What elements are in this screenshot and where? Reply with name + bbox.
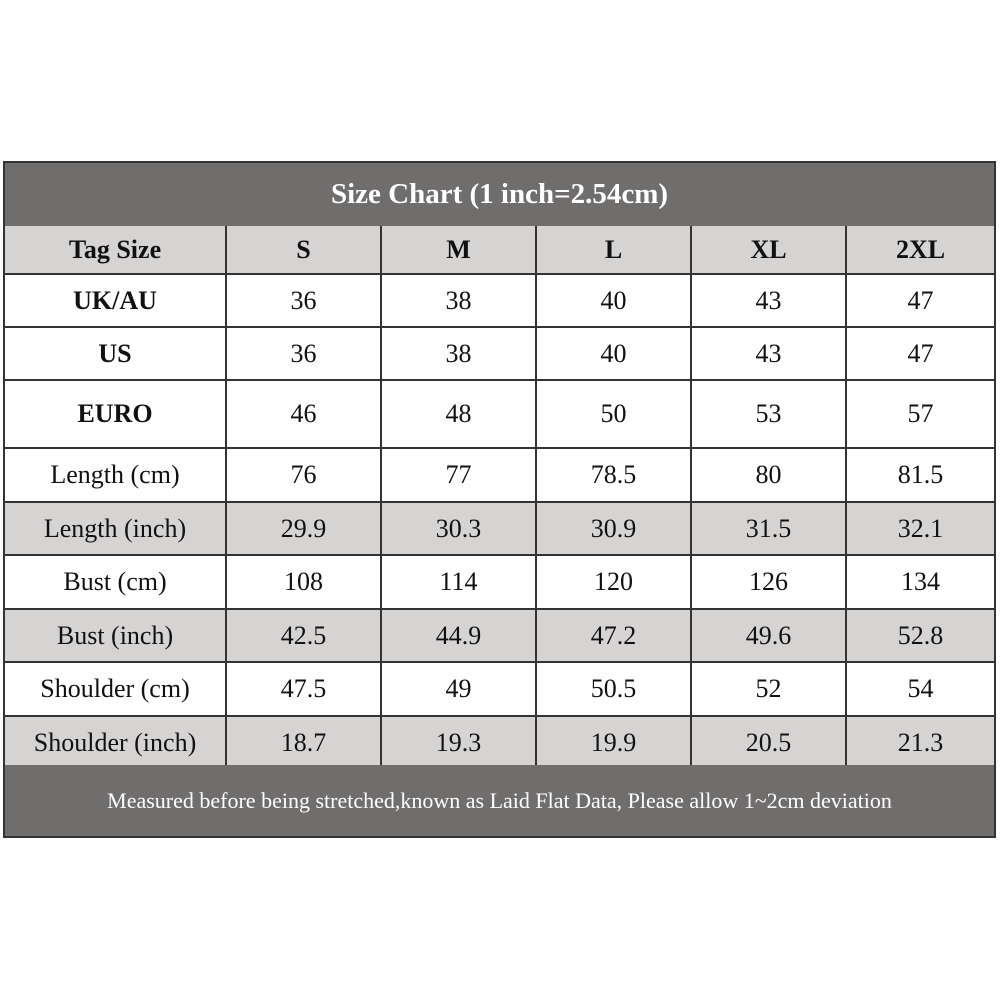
header-cell-tag-size: Tag Size	[5, 226, 226, 274]
footer-note: Measured before being stretched,known as Laid Flat Data, Please allow 1~2cm deviation	[5, 765, 994, 836]
table-cell: 44.9	[381, 609, 536, 662]
table-cell: 46	[226, 380, 381, 448]
table-cell: 108	[226, 555, 381, 609]
table-cell: 50.5	[536, 662, 691, 716]
table-cell: 47	[846, 274, 994, 327]
table-cell: 47.5	[226, 662, 381, 716]
table-cell: 78.5	[536, 448, 691, 502]
header-cell-l: L	[536, 226, 691, 274]
table-cell: 76	[226, 448, 381, 502]
table-cell: 48	[381, 380, 536, 448]
table-cell: 32.1	[846, 502, 994, 555]
table-cell: 134	[846, 555, 994, 609]
row-label: Bust (inch)	[5, 609, 226, 662]
table-row-length-cm	[5, 448, 994, 502]
table-row-uk-au	[5, 274, 994, 327]
table-cell: 57	[846, 380, 994, 448]
table-cell: 43	[691, 274, 846, 327]
table-cell: 38	[381, 327, 536, 380]
table-cell: 53	[691, 380, 846, 448]
table-row-bust-inch	[5, 609, 994, 662]
table-cell: 36	[226, 274, 381, 327]
table-cell: 50	[536, 380, 691, 448]
table-cell: 114	[381, 555, 536, 609]
table-cell: 47.2	[536, 609, 691, 662]
row-label: UK/AU	[5, 274, 226, 327]
table-cell: 36	[226, 327, 381, 380]
header-cell-m: M	[381, 226, 536, 274]
table-row-euro	[5, 380, 994, 448]
table-cell: 47	[846, 327, 994, 380]
table-cell: 52	[691, 662, 846, 716]
table-cell: 49	[381, 662, 536, 716]
row-label: Length (cm)	[5, 448, 226, 502]
table-cell: 80	[691, 448, 846, 502]
table-row-bust-cm	[5, 555, 994, 609]
header-cell-xl: XL	[691, 226, 846, 274]
table-cell: 40	[536, 327, 691, 380]
table-cell: 54	[846, 662, 994, 716]
table-cell: 77	[381, 448, 536, 502]
table-cell: 38	[381, 274, 536, 327]
table-cell: 120	[536, 555, 691, 609]
row-label: US	[5, 327, 226, 380]
row-label: Shoulder (inch)	[5, 716, 226, 769]
table-row-shoulder-cm	[5, 662, 994, 716]
table-cell: 20.5	[691, 716, 846, 769]
table-cell: 49.6	[691, 609, 846, 662]
table-cell: 18.7	[226, 716, 381, 769]
header-cell-2xl: 2XL	[846, 226, 994, 274]
table-row-us	[5, 327, 994, 380]
row-label: EURO	[5, 380, 226, 448]
size-table	[5, 226, 994, 770]
table-row-length-inch	[5, 502, 994, 555]
table-cell: 19.3	[381, 716, 536, 769]
table-cell: 30.3	[381, 502, 536, 555]
table-cell: 81.5	[846, 448, 994, 502]
table-cell: 29.9	[226, 502, 381, 555]
size-chart-title: Size Chart (1 inch=2.54cm)	[5, 163, 994, 226]
table-cell: 42.5	[226, 609, 381, 662]
table-cell: 30.9	[536, 502, 691, 555]
table-cell: 40	[536, 274, 691, 327]
table-cell: 43	[691, 327, 846, 380]
size-chart	[3, 161, 996, 838]
table-row-shoulder-inch	[5, 716, 994, 769]
table-cell: 52.8	[846, 609, 994, 662]
table-cell: 21.3	[846, 716, 994, 769]
table-cell: 31.5	[691, 502, 846, 555]
row-label: Shoulder (cm)	[5, 662, 226, 716]
table-cell: 126	[691, 555, 846, 609]
row-label: Bust (cm)	[5, 555, 226, 609]
header-row	[5, 226, 994, 274]
table-cell: 19.9	[536, 716, 691, 769]
row-label: Length (inch)	[5, 502, 226, 555]
header-cell-s: S	[226, 226, 381, 274]
